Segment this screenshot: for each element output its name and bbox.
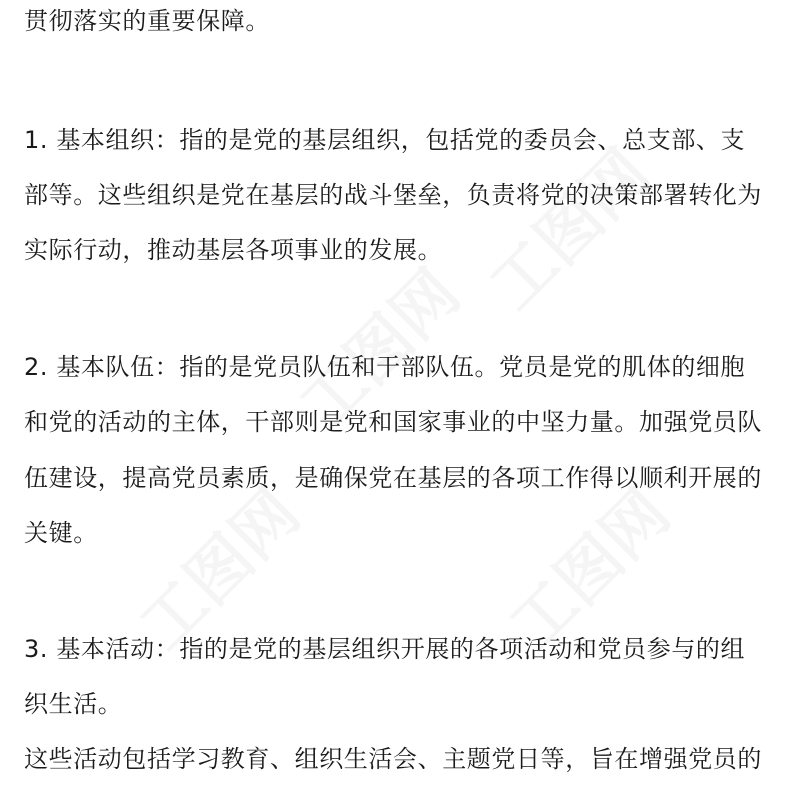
text-line: 关键。: [24, 519, 98, 547]
text-line: 织生活。: [24, 690, 123, 718]
text-line: 实际行动，推动基层各项事业的发展。: [24, 236, 443, 264]
text-line: 这些活动包括学习教育、组织生活会、主题党日等，旨在增强党员的: [24, 745, 762, 773]
text-line: 和党的活动的主体，干部则是党和国家事业的中坚力量。加强党员队: [24, 408, 762, 436]
text-line: 1. 基本组织：指的是党的基层组织，包括党的委员会、总支部、支: [24, 126, 746, 154]
text-line: 部等。这些组织是党在基层的战斗堡垒，负责将党的决策部署转化为: [24, 181, 762, 209]
text-line: 3. 基本活动：指的是党的基层组织开展的各项活动和党员参与的组: [24, 635, 746, 663]
watermark-logo: [466, 126, 667, 327]
text-line: 伍建设，提高党员素质，是确保党在基层的各项工作得以顺利开展的: [24, 464, 762, 492]
text-line: 2. 基本队伍：指的是党员队伍和干部队伍。党员是党的肌体的细胞: [24, 353, 746, 381]
text-line: 贯彻落实的重要保障。: [24, 7, 270, 35]
